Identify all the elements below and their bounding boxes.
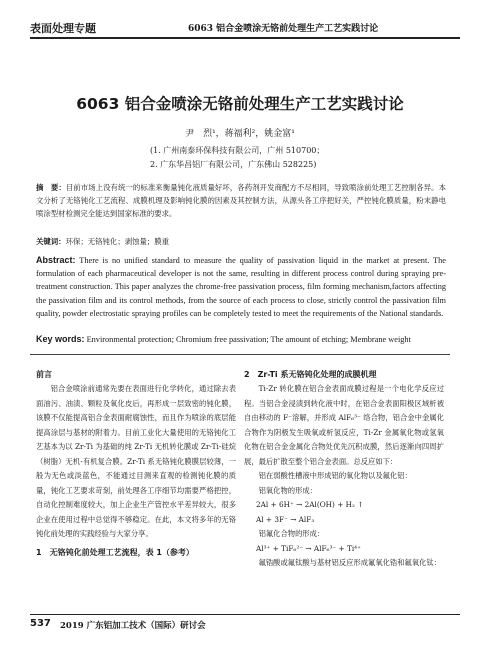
section-label: 表面处理专题 [30,22,96,35]
keywords-cn-text: 环保；无铬钝化；剥蚀量；膜重 [65,237,170,246]
abstract-en-text: There is no unified standard to measure the quality of passivation liquid in the market at present. The formulation of each pharmaceutical developer is not the same, resulting in different process control during spraying pre-treatment construction. This paper analyzes the chrome-free passivation process, film forming mechanism,factors affecting the passivation film and its control methods, from the source of each process to close, strictly control the passivation film quality, powder electrostatic spraying profiles can be completely tested to meet the requirements of the National standards. [36,256,446,318]
preface-paragraph: 铝合金喷涂前通常先要在表面进行化学转化，通过除去表面油污、油渍、颗粒及氧化皮后，再形成一层致密的钝化膜，该膜不仅能提高铝合金表面耐腐蚀性，而且作为喷涂的底层能提高涂层与基材的附着力。目前工业化大量使用的无铬钝化工艺基本为以 Zr-Ti 为基础的纯 Zr-Ti 无机转化膜或 Zr-Ti-硅烷（树脂）无机-有机复合膜。Zr-Ti 系无铬钝化膜膜层较薄，一般为无色或淡蓝色，不能通过目测来直观的检测钝化膜的质量，钝化工艺要求苛刻，前处理各工序细节均需要严格把控，自动化控制难度较大，加上企业生产管控水平差异较大，很多企业在使用过程中总觉得不够稳定。在此，本文将多年的无铬钝化前处理的实践经验与大家分享。 [36,384,236,538]
mechanism-paragraph: Ti-Zr 转化膜在铝合金表面成膜过程是一个电化学反应过程。当铝合金浸渍到转化液中时，在铝合金表面阳极区域析被自由移动的 F⁻溶解，并形成 AlF₆³⁻ 络合物，铝合金中金属化合物作为阴极发生吸氧或析氢反应，Ti-Zr 金属氧化物或氢氧化物在铝合金金属化合物处优先沉积成膜，然后逐渐向四周扩展，最后扩散至整个铝合金表面。总反应如下： [244,384,444,466]
equation-1: 2Al + 6H⁺ → 2Al(OH) + H₂ ↑ [256,500,364,509]
fluoro-compound-line: 铝氟化合物的形成： [258,529,325,538]
oxide-formation-line: 铝氧化物的形成： [258,485,317,495]
footer-text: 2019 广东铝加工技术（国际）研讨会 [60,621,206,631]
abstract-en [36,254,446,320]
equation-2: Al + 3F⁻ → AlF₃ [256,514,315,524]
fluorozirconic-paragraph: 氟锆酸或氟钛酸与基材铝反应形成氟氧化锆和氟氧化钛： [258,558,442,567]
keywords-en-text: Environmental protection; Chromium free passivation; The amount of etching; Membrane weight [86,335,411,344]
heading-section-2: 2 Zr-Ti 系无铬钝化处理的成膜机理 [244,370,377,379]
abstract-cn-text: 目前市场上没有统一的标准来衡量钝化液质量好坏，各药剂开发商配方不尽相同，导致喷涂前处理工艺控制各异。本文分析了无铬钝化工艺流程、成膜机理及影响钝化膜的因素及其控制方法，从源头各工序把好关，严控钝化膜质量，粉末静电喷涂型材检测完全能达到国家标准的要求。 [36,183,446,218]
paper-title: 6063 铝合金喷涂无铬前处理生产工艺实践讨论 [76,95,404,113]
oxide-fluoride-line: 铝在弱酸性槽液中形成铝的氧化物以及氟化铝： [258,471,412,480]
header-rule [30,37,460,39]
affiliation-1: (1. 广州南泰环保科技有限公司，广州 510700； [150,146,325,155]
keywords-en [36,333,446,346]
running-header [30,20,460,38]
equation-3: Al³⁺ + TiF₆²⁻ → AlF₆³⁻ + Ti⁴⁺ [256,543,361,553]
heading-section-1: 1 无铬钝化前处理工艺流程，表 1（参考） [36,547,194,557]
affiliation-2: 2. 广东华昌铝厂有限公司，广东佛山 528225) [150,160,317,169]
abstract-en-label: Abstract: [36,255,76,265]
running-title: 6063 铝合金喷涂无铬前处理生产工艺实践讨论 [188,24,379,34]
right-column [244,368,444,571]
footer-rule [30,614,460,615]
heading-preface: 前言 [36,370,52,379]
page-number: 537 [30,618,51,629]
authors: 尹 烈¹，蒋福利²，姚金富¹ [185,129,295,139]
left-column [36,368,236,560]
abstract-cn [36,181,446,220]
keywords-cn [36,235,446,248]
keywords-cn-label: 关键词： [36,237,66,246]
section-divider [30,354,450,355]
page-footer [30,617,460,637]
keywords-en-label: Key words: [36,334,85,344]
abstract-cn-label: 摘 要： [36,183,66,192]
